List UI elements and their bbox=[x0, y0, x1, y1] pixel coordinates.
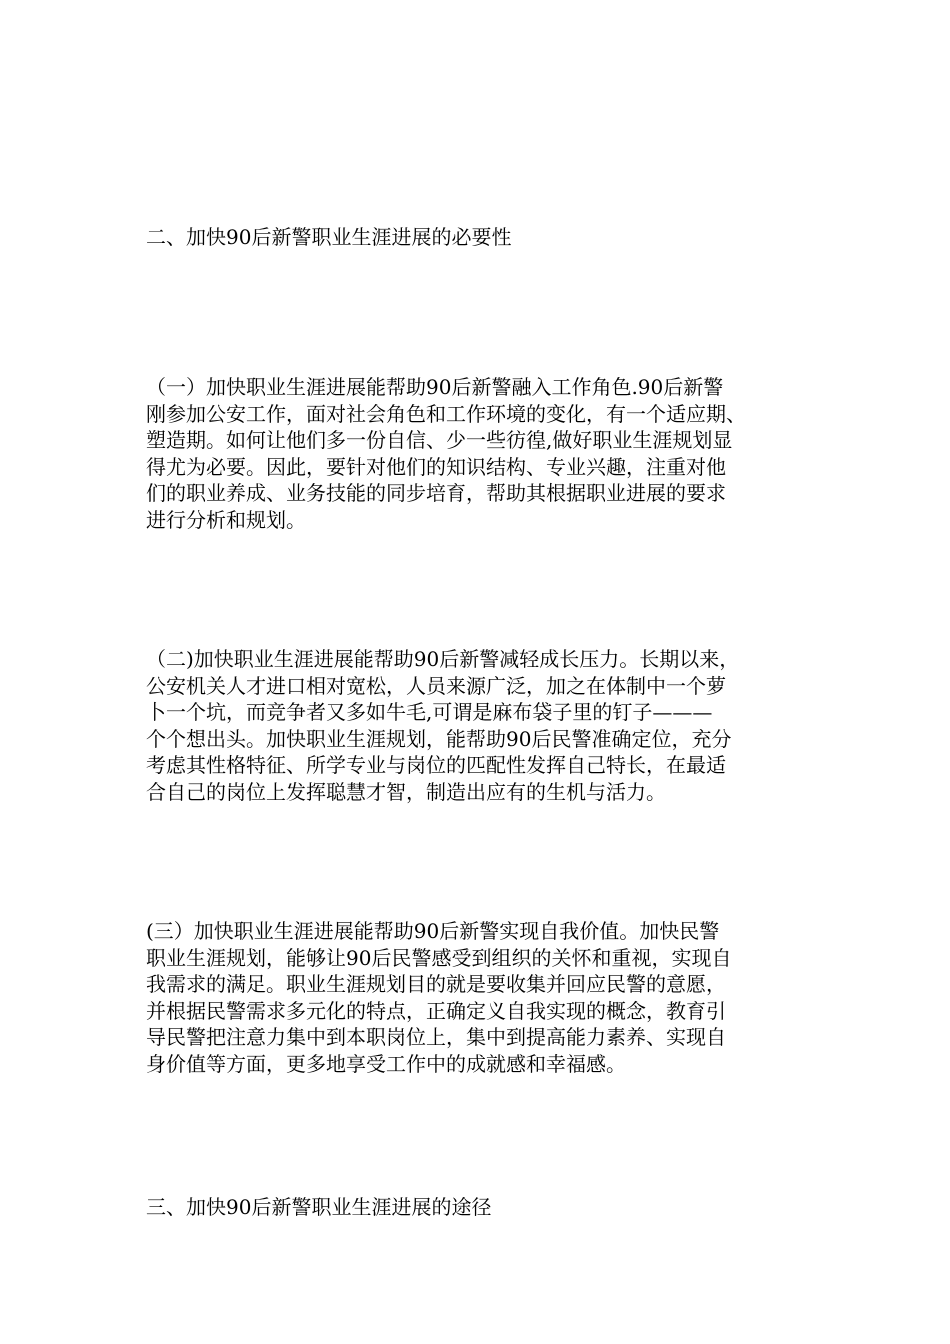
paragraph-1-line: 们的职业养成、业务技能的同步培育，帮助其根据职业进展的要求 bbox=[146, 481, 726, 505]
section-heading-2: 二、加快90后新警职业生涯进展的必要性 bbox=[146, 225, 512, 249]
paragraph-3 bbox=[146, 918, 806, 1077]
paragraph-1-line: 塑造期。如何让他们多一份自信、少一些彷徨,做好职业生涯规划显 bbox=[146, 428, 733, 452]
paragraph-3-line: (三）加快职业生涯进展能帮助90后新警实现自我价值。加快民警 bbox=[146, 919, 720, 943]
paragraph-2-line: 考虑其性格特征、所学专业与岗位的匹配性发挥自己特长，在最适 bbox=[146, 753, 726, 777]
paragraph-2-line: 合自己的岗位上发挥聪慧才智，制造出应有的生机与活力。 bbox=[146, 779, 666, 804]
paragraph-1-line: 进行分析和规划。 bbox=[146, 507, 306, 532]
paragraph-3-line: 我需求的满足。职业生涯规划目的就是要收集并回应民警的意愿， bbox=[146, 972, 726, 996]
paragraph-2 bbox=[146, 646, 806, 805]
paragraph-2-line: （二)加快职业生涯进展能帮助90后新警减轻成长压力。长期以来， bbox=[146, 647, 740, 671]
paragraph-1-line: 刚参加公安工作，面对社会角色和工作环境的变化，有一个适应期、 bbox=[146, 401, 746, 426]
paragraph-2-line: 公安机关人才进口相对宽松，人员来源广泛，加之在体制中一个萝 bbox=[146, 673, 726, 698]
paragraph-3-line: 身价值等方面，更多地享受工作中的成就感和幸福感。 bbox=[146, 1051, 626, 1076]
paragraph-2-line: 个个想出头。加快职业生涯规划，能帮助90后民警准确定位，充分 bbox=[146, 726, 732, 751]
paragraph-1-line: 得尤为必要。因此，要针对他们的知识结构、专业兴趣，注重对他 bbox=[146, 454, 726, 479]
paragraph-3-line: 并根据民警需求多元化的特点，正确定义自我实现的概念，教育引 bbox=[146, 998, 726, 1023]
paragraph-3-line: 导民警把注意力集中到本职岗位上，集中到提高能力素养、实现自 bbox=[146, 1025, 726, 1049]
section-heading-3: 三、加快90后新警职业生涯进展的途径 bbox=[146, 1195, 492, 1219]
paragraph-3-line: 职业生涯规划，能够让90后民警感受到组织的关怀和重视，实现自 bbox=[146, 945, 732, 970]
paragraph-2-line: 卜一个坑，而竞争者又多如牛毛,可谓是麻布袋子里的钉子——— bbox=[146, 700, 713, 724]
paragraph-1-line: （一）加快职业生涯进展能帮助90后新警融入工作角色.90后新警 bbox=[146, 375, 724, 399]
paragraph-1 bbox=[146, 374, 806, 533]
